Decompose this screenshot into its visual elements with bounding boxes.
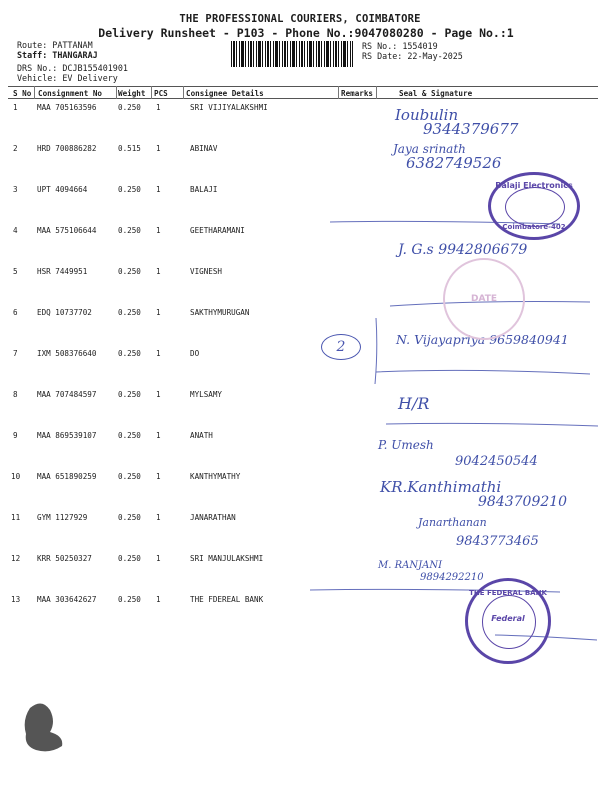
row-consignee: SRI VIJIYALAKSHMI — [190, 103, 268, 112]
row-consignee: JANARATHAN — [190, 513, 236, 522]
row-consignment: HRD 700886282 — [37, 144, 97, 153]
row-pcs: 1 — [156, 267, 161, 276]
row-sno: 3 — [13, 185, 18, 194]
row-sno: 7 — [13, 349, 18, 358]
row-consignee: GEETHARAMANI — [190, 226, 245, 235]
row-sno: 9 — [13, 431, 18, 440]
row-consignment: EDQ 10737702 — [37, 308, 92, 317]
signature-row5: J. G.s 9942806679 — [398, 242, 528, 258]
faded-stamp: DATE — [443, 258, 525, 340]
signature-row8: H/R — [398, 394, 430, 413]
row-weight: 0.250 — [118, 308, 141, 317]
row-weight: 0.250 — [118, 595, 141, 604]
row-consignment: UPT 4094664 — [37, 185, 88, 194]
col-header-sno: S No — [13, 89, 32, 98]
row-weight: 0.250 — [118, 226, 141, 235]
row-sno: 4 — [13, 226, 18, 235]
row-consignment: MAA 651890259 — [37, 472, 97, 481]
row-pcs: 1 — [156, 226, 161, 235]
row-consignment: MAA 303642627 — [37, 595, 97, 604]
row-weight: 0.250 — [118, 513, 141, 522]
col-header-signature: Seal & Signature — [399, 89, 473, 98]
row-consignment: HSR 7449951 — [37, 267, 88, 276]
row-consignee: VIGNESH — [190, 267, 223, 276]
signature-row11-name: Janarthanan — [418, 516, 487, 529]
route-label: Route: PATTANAM — [17, 40, 93, 50]
row-sno: 12 — [11, 554, 21, 563]
row-weight: 0.250 — [118, 185, 141, 194]
row-consignee: BALAJI — [190, 185, 218, 194]
signature-row2-phone: 6382749526 — [406, 154, 502, 172]
row-pcs: 1 — [156, 308, 161, 317]
row-weight: 0.250 — [118, 431, 141, 440]
row-pcs: 1 — [156, 554, 161, 563]
row-consignment: IXM 508376640 — [37, 349, 97, 358]
signature-row1-name: Ioubulin — [395, 106, 459, 124]
signature-row12-name: M. RANJANI — [378, 560, 443, 571]
row-weight: 0.250 — [118, 472, 141, 481]
row-consignee: ANATH — [190, 431, 213, 440]
row-weight: 0.250 — [118, 267, 141, 276]
row-sno: 1 — [13, 103, 18, 112]
row-weight: 0.515 — [118, 144, 141, 153]
ink-blot — [20, 700, 70, 755]
signature-row2-name: Jaya srinath — [393, 142, 466, 156]
row-sno: 6 — [13, 308, 18, 317]
row-consignee: SAKTHYMURUGAN — [190, 308, 250, 317]
row-consignment: GYM 1127929 — [37, 513, 88, 522]
row-consignment: MAA 705163596 — [37, 103, 97, 112]
row-consignee: ABINAV — [190, 144, 218, 153]
row-weight: 0.250 — [118, 554, 141, 563]
row-pcs: 1 — [156, 103, 161, 112]
signature-row10-b-name: KR.Kanthimathi — [380, 478, 502, 496]
row-sno: 5 — [13, 267, 18, 276]
rs-date: RS Date: 22-May-2025 — [362, 51, 463, 61]
col-header-remarks: Remarks — [341, 89, 374, 98]
row-pcs: 1 — [156, 513, 161, 522]
row-sno: 13 — [11, 595, 21, 604]
row-consignee: KANTHYMATHY — [190, 472, 241, 481]
row-pcs: 1 — [156, 349, 161, 358]
row-sno: 10 — [11, 472, 21, 481]
row-consignee: THE FDEREAL BANK — [190, 595, 264, 604]
row-consignment: MAA 575106644 — [37, 226, 97, 235]
row-pcs: 1 — [156, 431, 161, 440]
vehicle-label: Vehicle: EV Delivery — [17, 73, 118, 83]
row-consignee: SRI MANJULAKSHMI — [190, 554, 264, 563]
row-pcs: 1 — [156, 472, 161, 481]
col-header-pcs: PCS — [154, 89, 168, 98]
row-weight: 0.250 — [118, 390, 141, 399]
signature-row10-b-phone: 9843709210 — [478, 494, 568, 510]
col-header-consignee: Consignee Details — [186, 89, 264, 98]
row-consignment: MAA 869539107 — [37, 431, 97, 440]
signature-row10-name: P. Umesh — [378, 438, 434, 452]
federal-bank-stamp: THE FEDERAL BANK Federal — [465, 578, 551, 664]
staff-label: Staff: THANGARAJ — [17, 50, 98, 60]
row-consignment: MAA 707484597 — [37, 390, 97, 399]
row-weight: 0.250 — [118, 103, 141, 112]
col-header-consignment: Consignment No — [38, 89, 103, 98]
row-consignee: DO — [190, 349, 200, 358]
balaji-electronics-stamp: Balaji Electronics Coimbatore-402 — [488, 172, 580, 240]
signature-row11-phone: 9843773465 — [456, 534, 539, 549]
runsheet-subtitle: Delivery Runsheet - P103 - Phone No.:9047080280 - Page No.:1 — [98, 26, 514, 40]
row-pcs: 1 — [156, 185, 161, 194]
row-pcs: 1 — [156, 390, 161, 399]
row-consignee: MYLSAMY — [190, 390, 223, 399]
signature-row7: N. Vijayapriya 9659840941 — [396, 332, 569, 347]
rs-number: RS No.: 1554019 — [362, 41, 438, 51]
signature-row12-phone: 9894292210 — [420, 572, 484, 583]
col-header-weight: Weight — [118, 89, 146, 98]
row-pcs: 1 — [156, 144, 161, 153]
page-title: THE PROFESSIONAL COURIERS, COIMBATORE — [179, 13, 421, 25]
signature-row10-phone: 9042450544 — [455, 454, 538, 469]
circled-number: 2 — [321, 334, 361, 360]
drs-number: DRS No.: DCJB155401901 — [17, 63, 128, 73]
row-pcs: 1 — [156, 595, 161, 604]
row-sno: 8 — [13, 390, 18, 399]
row-sno: 11 — [11, 513, 21, 522]
row-weight: 0.250 — [118, 349, 141, 358]
signature-row1-phone: 9344379677 — [423, 120, 519, 138]
row-sno: 2 — [13, 144, 18, 153]
row-consignment: KRR 50250327 — [37, 554, 92, 563]
